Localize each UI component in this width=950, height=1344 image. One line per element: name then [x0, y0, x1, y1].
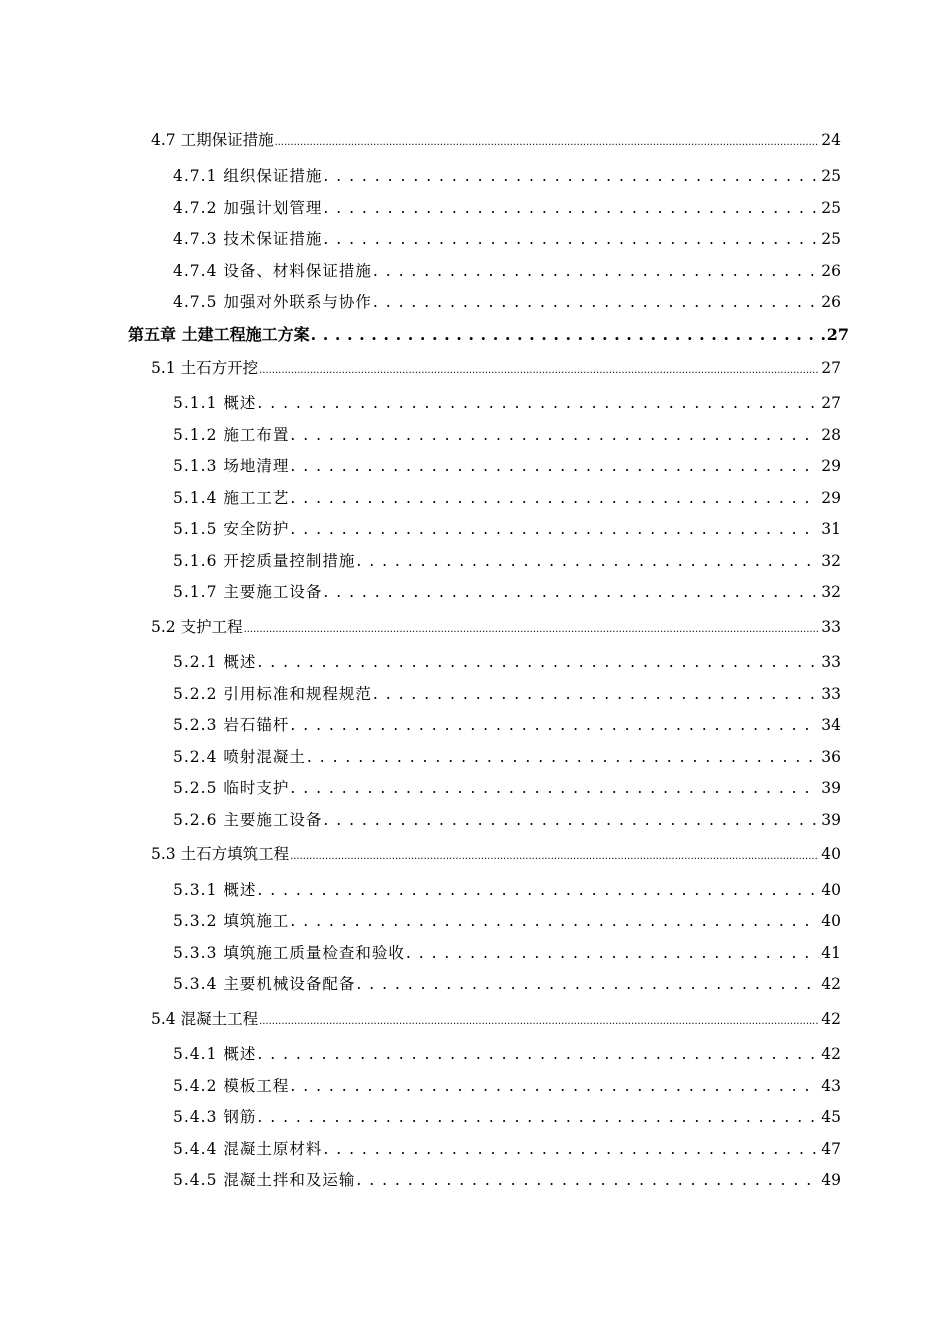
toc-entry-subsection — [173, 713, 841, 735]
toc-entry-section — [151, 1007, 841, 1029]
toc-leader-dots — [290, 426, 819, 444]
toc-leader-dots — [290, 779, 819, 797]
toc-entry-page: 41 — [821, 944, 841, 962]
toc-entry-label: 5.1.4 施工工艺 — [173, 489, 290, 507]
toc-entry-subsection — [173, 1074, 841, 1096]
toc-leader-dots — [290, 716, 819, 734]
toc-entry-section — [151, 356, 841, 378]
toc-entry-label: 5.2.3 岩石锚杆 — [173, 716, 290, 734]
toc-entry-label: 5.3.1 概述 — [173, 881, 257, 899]
toc-leader-dots — [373, 293, 819, 311]
toc-entry-label: 4.7.2 加强计划管理 — [173, 199, 323, 217]
toc-entry-page: 25 — [821, 199, 841, 217]
toc-entry-label: 5.1.1 概述 — [173, 394, 257, 412]
toc-entry-page: 33 — [821, 653, 841, 671]
toc-entry-subsection — [173, 972, 841, 994]
toc-entry-label: 5.1 土石方开挖 — [151, 359, 259, 377]
toc-leader-dots — [356, 975, 819, 993]
toc-entry-section — [151, 842, 841, 864]
toc-leader-dots — [290, 1077, 819, 1095]
toc-entry-page: 34 — [821, 716, 841, 734]
toc-entry-label: 5.4 混凝土工程 — [151, 1010, 259, 1028]
toc-leader-dots — [323, 230, 819, 248]
toc-leader-dots — [356, 1171, 819, 1189]
toc-leader-dots — [323, 811, 819, 829]
toc-entry-label: 5.1.6 开挖质量控制措施 — [173, 552, 356, 570]
toc-entry-subsection — [173, 941, 841, 963]
toc-entry-label: 5.1.3 场地清理 — [173, 457, 290, 475]
toc-entry-subsection — [173, 776, 841, 798]
toc-entry-subsection — [173, 486, 841, 508]
toc-entry-page: 29 — [821, 457, 841, 475]
toc-entry-subsection — [173, 423, 841, 445]
toc-entry-page: 45 — [821, 1108, 841, 1126]
toc-leader-dots — [323, 167, 819, 185]
toc-leader-dots — [373, 262, 819, 280]
toc-entry-subsection — [173, 909, 841, 931]
toc-entry-label: 4.7 工期保证措施 — [151, 131, 274, 149]
toc-leader-dots — [323, 583, 819, 601]
toc-entry-subsection — [173, 1042, 841, 1064]
toc-leader-dots — [257, 1045, 819, 1063]
toc-entry-subsection — [173, 549, 841, 571]
toc-entry-page: 40 — [821, 912, 841, 930]
toc-entry-subsection — [173, 290, 841, 312]
toc-leader-dots — [406, 944, 819, 962]
toc-entry-label: 第五章 土建工程施工方案 — [128, 325, 310, 344]
toc-leader-dots — [290, 912, 819, 930]
toc-leader-dots — [257, 1108, 819, 1126]
toc-entry-subsection — [173, 517, 841, 539]
toc-entry-label: 5.1.2 施工布置 — [173, 426, 290, 444]
toc-entry-label: 5.2 支护工程 — [151, 618, 243, 636]
toc-entry-subsection — [173, 454, 841, 476]
toc-leader-dots — [290, 851, 819, 862]
toc-entry-subsection — [173, 227, 841, 249]
toc-entry-page: 25 — [821, 167, 841, 185]
toc-entry-subsection — [173, 682, 841, 704]
toc-entry-label: 5.1.5 安全防护 — [173, 520, 290, 538]
toc-entry-label: 4.7.3 技术保证措施 — [173, 230, 323, 248]
toc-entry-page: 24 — [821, 131, 841, 149]
toc-entry-page: 43 — [821, 1077, 841, 1095]
toc-entry-label: 5.2.4 喷射混凝土 — [173, 748, 306, 766]
toc-entry-label: 5.3.2 填筑施工 — [173, 912, 290, 930]
toc-leader-dots — [257, 394, 819, 412]
toc-entry-page: 42 — [821, 1045, 841, 1063]
toc-leader-dots — [259, 1016, 819, 1027]
toc-leader-dots — [257, 881, 819, 899]
toc-entry-label: 5.2.1 概述 — [173, 653, 257, 671]
toc-entry-label: 5.4.2 模板工程 — [173, 1077, 290, 1095]
toc-entry-section — [151, 128, 841, 150]
toc-entry-page: 49 — [821, 1171, 841, 1189]
toc-entry-page: 39 — [821, 811, 841, 829]
toc-leader-dots — [259, 365, 819, 376]
toc-entry-label: 5.3 土石方填筑工程 — [151, 845, 290, 863]
toc-entry-page: 33 — [821, 685, 841, 703]
toc-entry-label: 4.7.4 设备、材料保证措施 — [173, 262, 372, 280]
toc-entry-page: 28 — [821, 426, 841, 444]
toc-entry-subsection — [173, 1168, 841, 1190]
toc-entry-label: 5.4.4 混凝土原材料 — [173, 1140, 323, 1158]
toc-entry-page: 40 — [821, 845, 841, 863]
toc-entry-label: 5.1.7 主要施工设备 — [173, 583, 323, 601]
toc-leader-dots — [290, 489, 819, 507]
toc-entry-label: 5.4.5 混凝土拌和及运输 — [173, 1171, 356, 1189]
toc-entry-subsection — [173, 196, 841, 218]
toc-entry-page: 32 — [821, 583, 841, 601]
toc-entry-subsection — [173, 164, 841, 186]
toc-entry-page: 29 — [821, 489, 841, 507]
toc-entry-label: 5.4.3 钢筋 — [173, 1108, 257, 1126]
toc-leader-dots — [257, 653, 819, 671]
toc-entry-subsection — [173, 808, 841, 830]
toc-entry-label: 5.2.2 引用标准和规程规范 — [173, 685, 372, 703]
toc-entry-page: 47 — [821, 1140, 841, 1158]
toc-leader-dots — [323, 1140, 819, 1158]
toc-entry-label: 5.3.4 主要机械设备配备 — [173, 975, 356, 993]
toc-entry-page: 32 — [821, 552, 841, 570]
toc-entry-label: 5.4.1 概述 — [173, 1045, 257, 1063]
toc-entry-page: 26 — [821, 262, 841, 280]
toc-entry-subsection — [173, 1137, 841, 1159]
toc-entry-page: 27 — [821, 359, 841, 377]
toc-leader-dots — [290, 520, 819, 538]
toc-entry-page: 42 — [821, 1010, 841, 1028]
toc-entry-subsection — [173, 650, 841, 672]
toc-leader-dots — [323, 199, 819, 217]
toc-entry-chapter — [128, 322, 849, 345]
toc-entry-subsection — [173, 391, 841, 413]
toc-entry-label: 5.2.5 临时支护 — [173, 779, 290, 797]
toc-entry-page: 25 — [821, 230, 841, 248]
toc-entry-subsection — [173, 580, 841, 602]
toc-entry-page: 27 — [826, 325, 849, 344]
toc-entry-label: 5.2.6 主要施工设备 — [173, 811, 323, 829]
toc-entry-label: 5.3.3 填筑施工质量检查和验收 — [173, 944, 405, 962]
toc-entry-subsection — [173, 259, 841, 281]
toc-entry-page: 36 — [821, 748, 841, 766]
toc-leader-dots — [307, 748, 819, 766]
toc-entry-label: 4.7.5 加强对外联系与协作 — [173, 293, 372, 311]
toc-entry-section — [151, 615, 841, 637]
toc-leader-dots — [290, 457, 819, 475]
toc-entry-page: 26 — [821, 293, 841, 311]
toc-entry-page: 31 — [821, 520, 841, 538]
toc-entry-subsection — [173, 1105, 841, 1127]
toc-entry-subsection — [173, 878, 841, 900]
toc-entry-subsection — [173, 745, 841, 767]
toc-leader-dots — [275, 137, 820, 148]
toc-entry-page: 33 — [821, 618, 841, 636]
toc-leader-dots — [244, 624, 820, 635]
toc-leader-dots — [311, 325, 825, 344]
toc-leader-dots — [356, 552, 819, 570]
toc-entry-page: 40 — [821, 881, 841, 899]
toc-entry-page: 42 — [821, 975, 841, 993]
toc-entry-page: 39 — [821, 779, 841, 797]
toc-entry-page: 27 — [821, 394, 841, 412]
toc-entry-label: 4.7.1 组织保证措施 — [173, 167, 323, 185]
toc-leader-dots — [373, 685, 819, 703]
